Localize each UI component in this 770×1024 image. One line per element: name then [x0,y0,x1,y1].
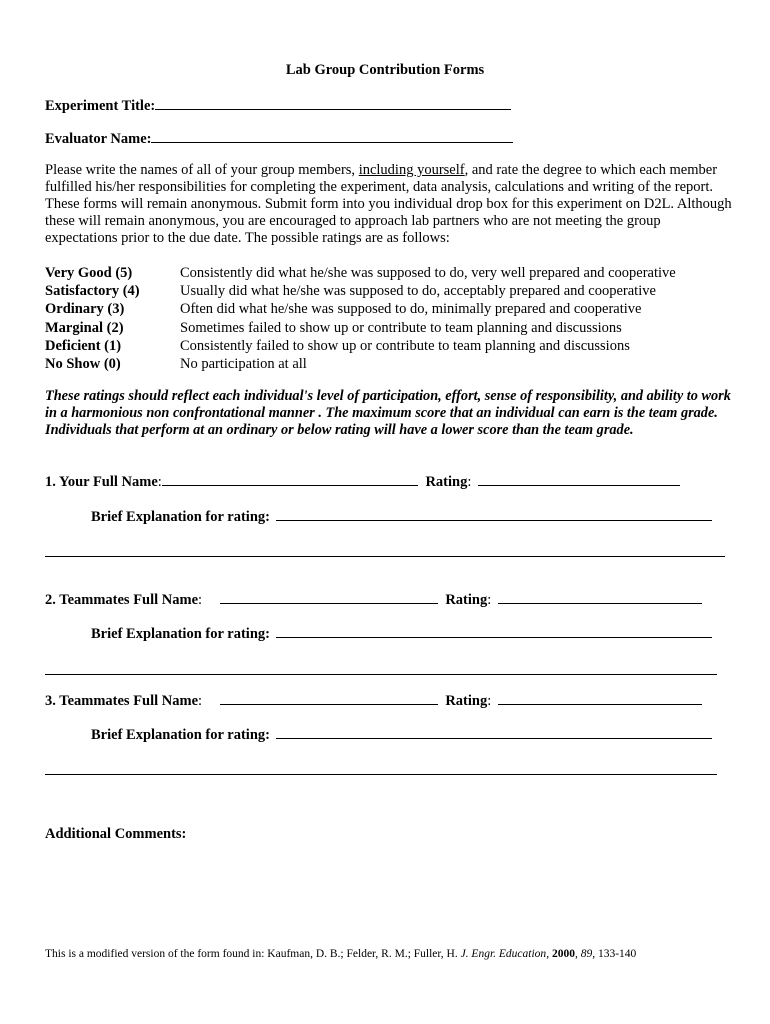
footer-pages: , 133-140 [592,948,637,960]
entry-2-name-field[interactable] [220,590,438,604]
entry-2-name-row [45,590,702,609]
entry-3-rating-colon: : [487,693,492,709]
rating-description: Usually did what he/she was supposed to do, acceptably prepared and cooperative [180,283,656,300]
entry-3-rating-label: Rating [445,693,488,709]
entry-2-colon: : [198,592,203,608]
rating-row [45,319,676,337]
entry-3-name-row [45,691,702,710]
instructions-paragraph [45,162,735,247]
entry-1-explanation-row [91,507,712,526]
rating-row [45,355,676,373]
evaluator-name-field[interactable] [151,129,513,143]
footer-text: This is a modified version of the form found in: Kaufman, D. B.; Felder, R. M.; Fuller, H. [45,948,461,960]
entry-1-explanation-line[interactable] [45,556,725,557]
rating-name: Very Good (5) [45,265,133,281]
entry-2-name-label: 2. Teammates Full Name [45,592,199,608]
entry-1-name-field[interactable] [162,472,418,486]
experiment-title-field[interactable] [155,96,511,110]
rating-description: No participation at all [180,356,307,373]
rating-name: Deficient (1) [45,337,122,354]
rating-name: Marginal (2) [45,319,124,336]
entry-3-name-field[interactable] [220,691,438,705]
entry-3-explanation-field[interactable] [276,725,712,739]
rating-row [45,300,676,318]
rating-description: Often did what he/she was supposed to do, minimally prepared and cooperative [180,301,642,318]
intro-underlined-text: including yourself [358,162,465,178]
entry-2-explanation-line[interactable] [45,674,717,675]
ratings-list [45,264,676,373]
entry-1-rating-label: Rating [425,474,468,490]
entry-2-explanation-label: Brief Explanation for rating: [91,626,270,642]
entry-1-rating-colon: : [467,474,472,490]
intro-text-after: , and rate the degree to which each member fulfilled his/her responsibilities for completing the experiment, data analysis, calculations and writing of the report. These forms will remain anonymous. Submit form into you individual drop box for this experiment on D2L. Although these will remain anonymous, you are encouraged to approach lab partners who are not meeting the group expectations prior to the due date. The possible ratings are as follows: [45,162,732,246]
entry-3-colon: : [198,693,203,709]
entry-2-rating-colon: : [487,592,492,608]
footer-citation [45,948,636,960]
additional-comments-label: Additional Comments: [45,826,187,842]
rating-description: Consistently did what he/she was supposed to do, very well prepared and cooperative [180,265,676,281]
ratings-note: These ratings should reflect each individual's level of participation, effort, sense of responsibility, and ability to work in a harmonious non confrontational manner . The maximum score that an individual can earn is the team grade. Individuals that perform at an ordinary or below rating will have a lower score than the team grade. [45,388,731,438]
rating-description: Sometimes failed to show up or contribute to team planning and discussions [180,319,622,336]
rating-row [45,282,676,300]
entry-3-explanation-row [91,725,712,744]
footer-year: 2000 [551,948,575,960]
entry-3-explanation-line[interactable] [45,774,717,775]
rating-row [45,337,676,355]
footer-comma: , [574,948,581,960]
entry-1-rating-field[interactable] [478,472,680,486]
entry-1-name-label: 1. Your Full Name [45,474,158,490]
entry-1-name-row [45,472,680,491]
entry-2-explanation-row [91,624,712,643]
rating-row [45,264,676,282]
rating-name: Satisfactory (4) [45,283,140,300]
entry-1-explanation-label: Brief Explanation for rating: [91,509,270,525]
entry-1-explanation-field[interactable] [276,507,712,521]
intro-text-before: Please write the names of all of your group members, [45,162,359,178]
entry-2-rating-label: Rating [445,592,488,608]
footer-journal: J. Engr. Education [460,948,547,960]
entry-3-name-label: 3. Teammates Full Name [45,693,199,709]
rating-name: No Show (0) [45,356,121,373]
footer-comma: , [546,948,552,960]
entry-2-rating-field[interactable] [498,590,702,604]
rating-name: Ordinary (3) [45,301,125,318]
experiment-title-label: Experiment Title: [45,98,156,114]
evaluator-name-row [45,129,513,148]
rating-description: Consistently failed to show up or contribute to team planning and discussions [180,337,630,354]
entry-1-colon: : [157,474,162,490]
experiment-title-row [45,96,511,115]
entry-3-rating-field[interactable] [498,691,702,705]
evaluator-name-label: Evaluator Name: [45,131,152,147]
page-title: Lab Group Contribution Forms [285,62,485,78]
entry-3-explanation-label: Brief Explanation for rating: [91,727,270,743]
entry-2-explanation-field[interactable] [276,624,712,638]
footer-volume: 89 [580,948,593,960]
